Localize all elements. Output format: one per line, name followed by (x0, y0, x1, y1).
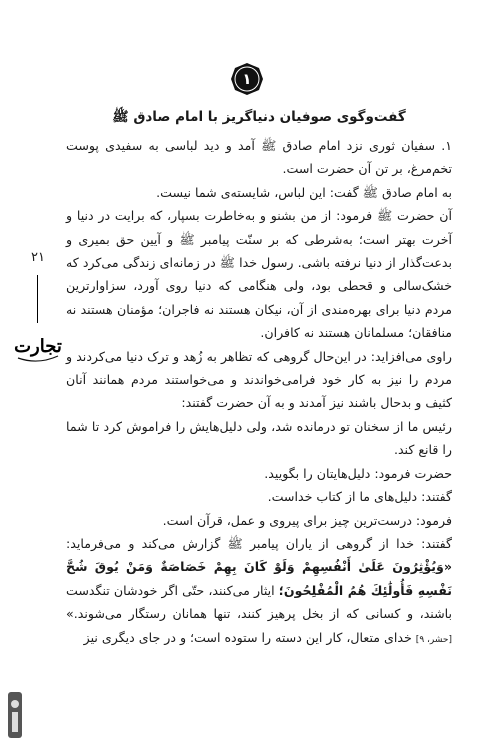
running-title (8, 325, 68, 365)
closing-text: خدای متعال، کار این دسته را ستوده است؛ و در جای دیگری نیز (83, 629, 412, 645)
chapter-number-badge (230, 62, 264, 96)
paragraph: فرمود: درست‌ترین چیز برای پیروی و عمل، قرآن است. (162, 512, 452, 528)
quran-verse: «وَيُؤْثِرُونَ عَلَىٰ أَنْفُسِهِمْ وَلَوْ كَانَ بِهِمْ خَصَاصَةٌ وَمَنْ يُوقَ شُحَّ نَفْسِهِ فَأُولَٰئِكَ هُمُ الْمُفْلِحُونَ؛ (66, 559, 452, 598)
publisher-logo-icon (6, 690, 24, 740)
paragraph: حضرت فرمود: دلیل‌هایتان را بگویید. (264, 465, 452, 481)
paragraph: به امام صادق ﷺ گفت: این لباس، شایسته‌ی شما نیست. (156, 184, 452, 200)
paragraph: گفتند: دلیل‌های ما از کتاب خداست. (267, 489, 452, 505)
paragraph: ۱. سفیان ثوری نزد امام صادق ﷺ آمد و دید لباسی به سفیدی پوست تخم‌مرغ، بر تن آن حضرت است. (66, 138, 452, 177)
running-title-text: تجارت (14, 336, 62, 357)
section-heading (70, 108, 448, 128)
margin-divider (37, 275, 38, 323)
quote-paragraph (66, 532, 452, 652)
paragraph: آن حضرت ﷺ فرمود: از من بشنو و به‌خاطرت بسپار، که برایت در دنیا و آخرت بهتر است؛ به‌شرطی که بر سنّت پیامبر ﷺ و آیین حق بمیری و بدعت‌گذار از دنیا نرفته باشی. رسول خدا ﷺ در زمانه‌ای زندگی می‌کرد که خشک‌سالی و قحطی بود، ولی هنگامی که دنیا روی آورد، سزاوارترین مردم دنیا برای بهره‌مندی از آن، نیکان هستند نه فاجران؛ مؤمنان هستند نه منافقان؛ مسلمانان هستند نه کافران. (66, 208, 452, 341)
body-text (66, 134, 452, 652)
honorific-mark: ﷺ (112, 109, 129, 125)
paragraph: رئیس ما از سخنان تو درمانده شد، ولی دلیل‌هایش را فراموش کرد تا شما را قانع کند. (66, 418, 452, 458)
page-number: ۲۱ (31, 250, 45, 265)
verse-reference: [حشر، ۹] (415, 634, 452, 645)
chapter-number: ۱ (242, 70, 252, 88)
quote-intro: گفتند: خدا از گروهی از یاران پیامبر ﷺ گزارش می‌کند و می‌فرماید: (66, 535, 452, 551)
heading-text: گفت‌وگوی صوفیان دنیاگریز با امام صادق (133, 109, 406, 125)
verse-translation: ایثار می‌کنند، حتّی اگر خودشان تنگدست باشند، و کسانی که از بخل پرهیز کنند، تنها همانان رستگار می‌شوند.» (66, 582, 452, 622)
paragraph: راوی می‌افزاید: در این‌حال گروهی که تظاهر به زُهد و ترک دنیا می‌کردند و مردم را نیز به کار خود فرامی‌خواندند و می‌خواستند مردم همانند آنان کثیف و بدحال باشند نیز آمدند و به آن حضرت گفتند: (66, 348, 452, 411)
